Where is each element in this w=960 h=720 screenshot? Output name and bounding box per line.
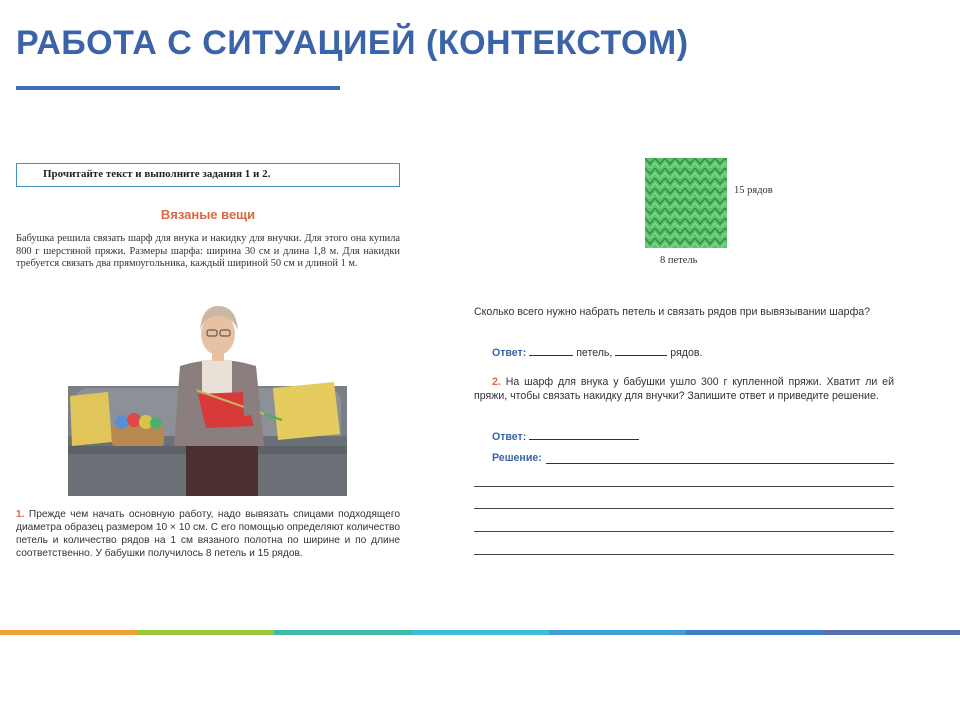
solution-line-first[interactable] (546, 454, 894, 464)
solution-line[interactable] (474, 486, 894, 487)
answer2-blank[interactable] (529, 430, 639, 440)
task2-text (474, 376, 894, 403)
knitted-sample-square (645, 158, 727, 248)
answer1-row (492, 346, 702, 359)
instruction-box: Прочитайте текст и выполните задания 1 и 2. (16, 163, 400, 187)
sample-stitches-label: 8 петель (660, 255, 698, 266)
task2-body: На шарф для внука у бабушки ушло 300 г купленной пряжи. Хватит ли ей пряжи, чтобы связать накидку для внучки? Запишите ответ и приведите решение. (474, 376, 894, 402)
task1-text (16, 508, 400, 560)
footer-segment (549, 630, 686, 635)
article-heading: Вязаные вещи (160, 207, 256, 222)
footer-segment (0, 630, 137, 635)
question1-text: Сколько всего нужно набрать петель и связать рядов при вывязывании шарфа? (474, 306, 871, 318)
knit-pattern (645, 158, 727, 248)
article-paragraph: Бабушка решила связать шарф для внука и накидку для внучки. Для этого она купила 800 г шерстяной пряжи. Размеры шарфа: ширина 30 см и длина 1,8 м. Для накидки требуется связать два прямоугольника, каждый шириной 50 см и длиной 1 м. (16, 233, 400, 270)
solution-label: Решение: (492, 452, 542, 464)
answer1-loops-word: петель, (576, 347, 613, 359)
title-underline (16, 86, 340, 90)
task1-number: 1. (16, 509, 25, 520)
footer-segment (686, 630, 823, 635)
answer1-label: Ответ: (492, 347, 527, 359)
footer-segment (274, 630, 411, 635)
sample-rows-label: 15 рядов (734, 185, 773, 196)
footer-segment (411, 630, 548, 635)
footer-color-bar (0, 630, 960, 635)
answer1-loops-blank[interactable] (529, 346, 573, 356)
answer2-row (492, 430, 639, 443)
solution-row (492, 452, 894, 464)
task2-number: 2. (492, 376, 501, 388)
knitting-illustration (68, 296, 347, 496)
slide-title: РАБОТА С СИТУАЦИЕЙ (КОНТЕКСТОМ) (16, 24, 689, 62)
answer2-label: Ответ: (492, 431, 527, 443)
footer-segment (823, 630, 960, 635)
answer1-rows-word: рядов. (670, 347, 703, 359)
answer1-rows-blank[interactable] (615, 346, 667, 356)
task1-body: Прежде чем начать основную работу, надо вывязать спицами подходящего диаметра образец размером 10 × 10 см. С его помощью определяют количество петель и количество рядов на 1 см вязаного полотна по ширине и по длине соответственно. У бабушки получилось 8 петель и 15 рядов. (16, 509, 400, 560)
solution-line[interactable] (474, 508, 894, 509)
footer-segment (137, 630, 274, 635)
grandmother-knitting-photo (68, 296, 347, 496)
solution-line[interactable] (474, 554, 894, 555)
solution-line[interactable] (474, 531, 894, 532)
